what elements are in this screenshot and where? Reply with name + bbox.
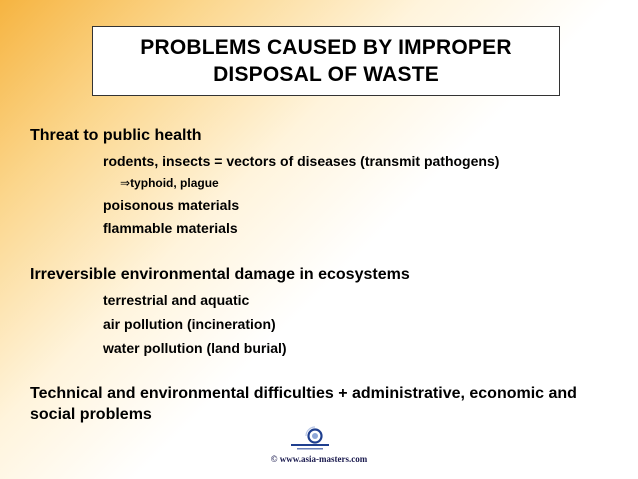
bullet-water-pollution: water pollution (land burial) <box>103 340 287 356</box>
bullet-vectors: rodents, insects = vectors of diseases (transmit pathogens) <box>103 153 500 169</box>
title-line-2: DISPOSAL OF WASTE <box>213 63 439 86</box>
section-heading-technical: Technical and environmental difficulties + administrative, economic and social problems <box>30 385 577 423</box>
logo-icon <box>287 426 333 452</box>
implies-arrow-icon: ⇒ <box>120 176 131 190</box>
bullet-typhoid <box>120 176 219 190</box>
bullet-typhoid-text: typhoid, plague <box>130 176 219 190</box>
section-heading-public-health: Threat to public health <box>30 127 202 144</box>
bullet-flammable: flammable materials <box>103 220 238 236</box>
title-line-1: PROBLEMS CAUSED BY IMPROPER <box>140 36 512 59</box>
bullet-poisonous: poisonous materials <box>103 197 240 213</box>
bullet-air-pollution: air pollution (incineration) <box>103 316 276 332</box>
bullet-terrestrial: terrestrial and aquatic <box>103 292 250 308</box>
footer-copyright: © www.asia-masters.com <box>270 454 368 464</box>
asia-masters-logo <box>287 426 333 452</box>
section-heading-environmental-damage: Irreversible environmental damage in ecosystems <box>30 266 410 283</box>
